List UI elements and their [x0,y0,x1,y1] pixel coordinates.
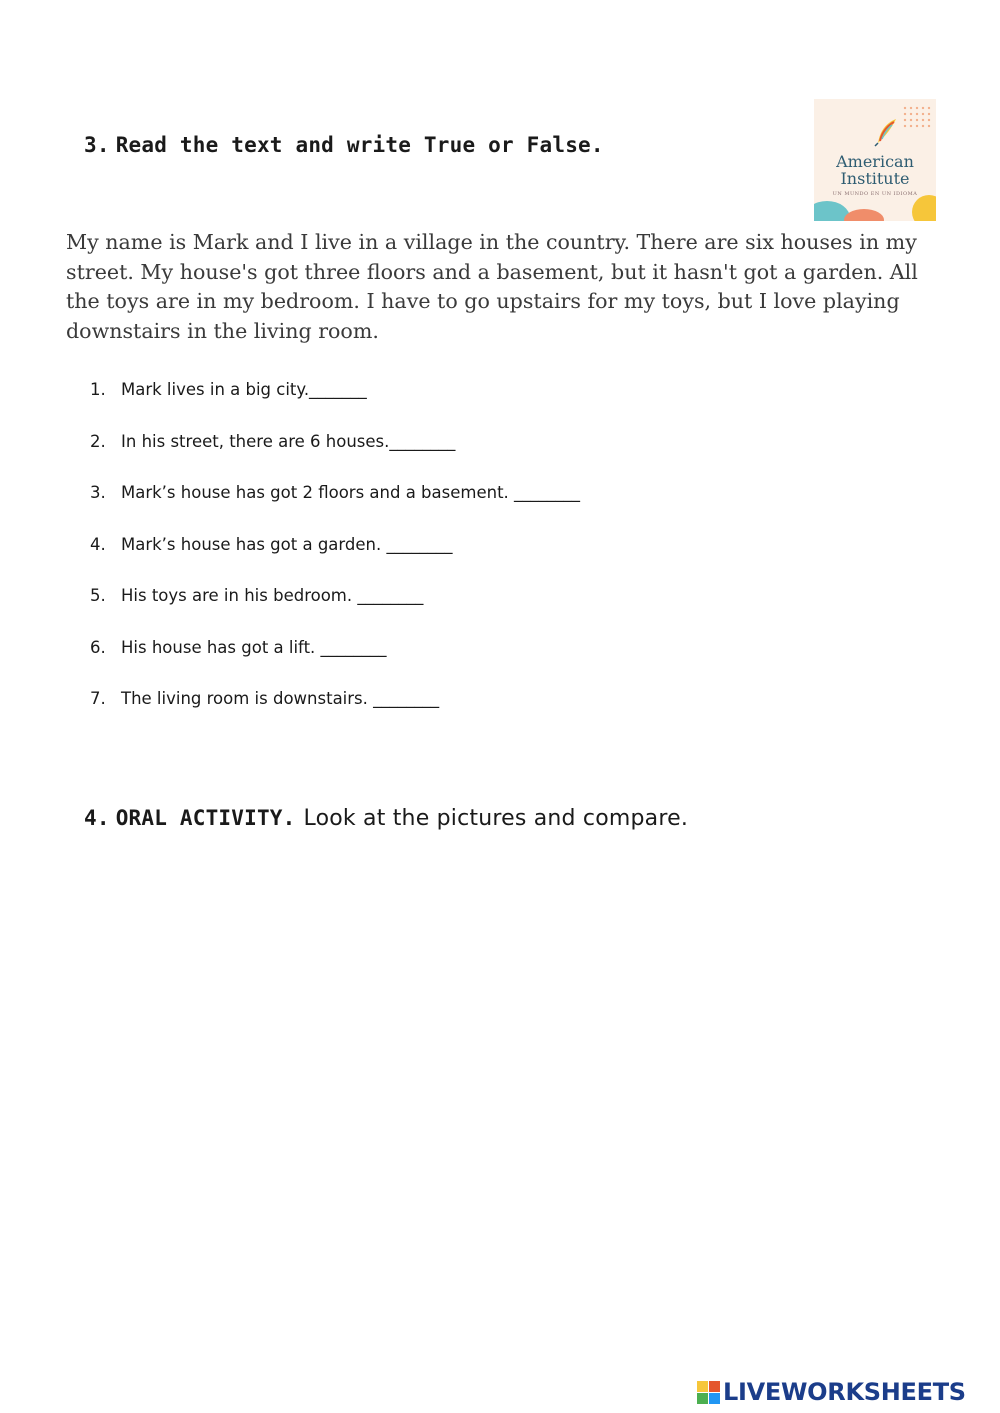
question-item [90,638,580,690]
brand-name: LIVEWORKSHEETS [723,1378,966,1406]
dots-decoration [902,105,932,129]
question-number: 2. [90,431,106,451]
question-number: 5. [90,586,106,605]
logo-shape [912,195,936,221]
section-number: 4. [84,806,110,830]
question-text: His house has got a lift. ________ [121,637,387,657]
liveworksheets-logo [697,1378,966,1406]
logo-tagline: UN MUNDO EN UN IDIOMA [832,191,918,197]
question-item [90,432,580,484]
section-instruction: Look at the pictures and compare. [303,806,689,831]
question-text: Mark lives in a big city._______ [121,380,367,399]
question-item [90,689,580,741]
question-item [90,586,580,638]
liveworksheets-icon [697,1381,720,1404]
question-list [90,380,580,741]
question-text: The living room is downstairs. ________ [121,689,440,708]
question-number: 4. [90,534,106,554]
question-text: Mark’s house has got a garden. ________ [121,534,453,554]
section-3-heading [84,133,604,157]
section-label: ORAL ACTIVITY. [115,806,296,830]
reading-passage: My name is Mark and I live in a village in the country. There are six houses in my street. My house's got three floors and a basement, but it hasn't got a garden. All the toys are in my bedroom. I have to go upstairs for my toys, but I love playing downstairs in the living room. [66,230,918,343]
feather-icon [872,117,900,147]
question-item [90,483,580,535]
logo-line-2: Institute [840,169,910,188]
question-number: 7. [90,689,106,708]
question-number: 6. [90,637,106,657]
logo-shape [844,209,884,221]
logo-line-1: American [836,152,914,171]
section-instruction: Read the text and write True or False. [115,133,604,157]
question-text: His toys are in his bedroom. ________ [121,586,424,605]
question-number: 3. [90,483,106,502]
question-text: Mark’s house has got 2 floors and a basement. ________ [121,483,581,502]
question-item [90,535,580,587]
question-number: 1. [90,380,106,399]
question-item [90,380,580,432]
question-text: In his street, there are 6 houses.________ [121,431,456,451]
section-number: 3. [84,133,110,157]
section-4-heading [84,806,688,831]
american-institute-logo [814,99,936,221]
